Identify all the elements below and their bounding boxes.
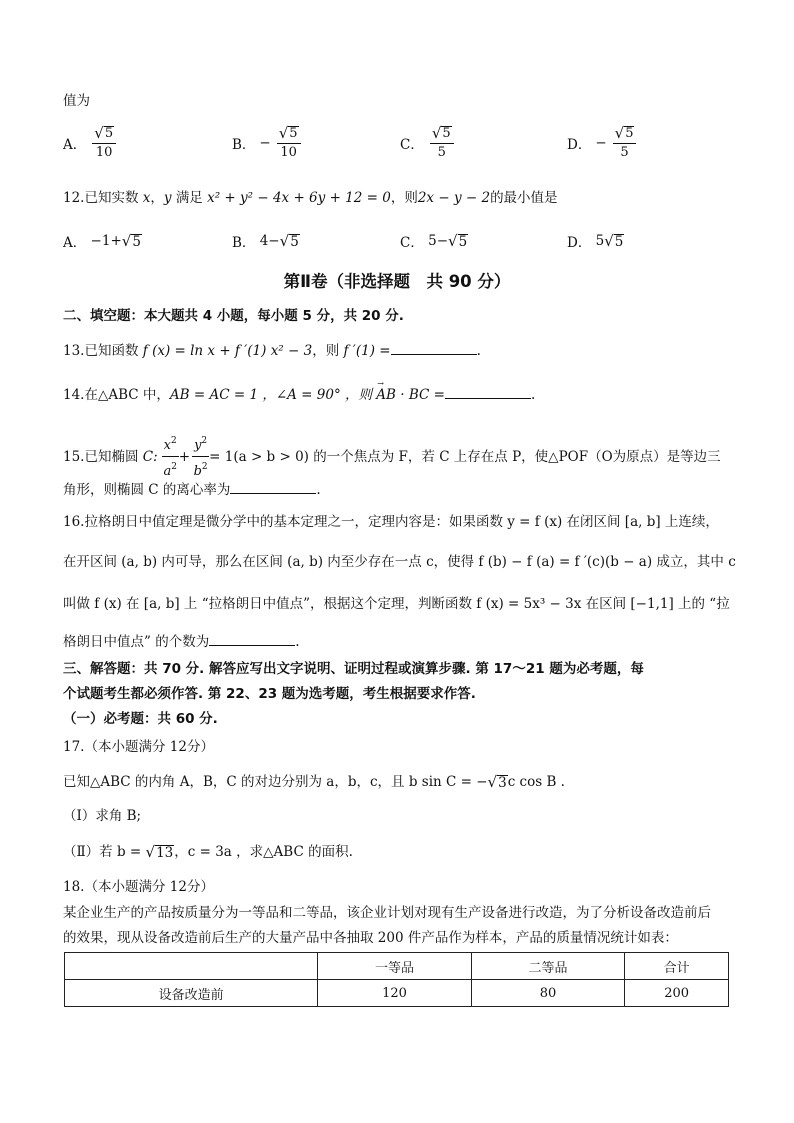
fraction: √ 5 5 (430, 126, 454, 160)
q12-stem: 12.已知实数 x，y 满足 x² + y² − 4x + 6y + 12 = 0，则2x − y − 2的最小值是 (63, 190, 558, 206)
q11-option-c[interactable]: C． √ 5 5 (400, 126, 454, 160)
table-cell: 80 (471, 980, 625, 1007)
q12-option-b[interactable]: B． 4− √ 5 (232, 231, 299, 251)
table-header-cell (65, 953, 318, 980)
table-header-cell: 合计 (625, 953, 729, 980)
q15-line1: 15.已知椭圆 C: $\frac{x^2}{a^2}$ + $\frac{y^2}{b^2}$ = 1(a > b > 0) 的一个焦点为 F，若 C 上存在点 P，使△POF（O为原点）是等边三 (63, 432, 721, 481)
q11-stem-continuation: 值为 (63, 93, 90, 109)
q12-option-a[interactable]: A． −1+ √ 5 (63, 231, 141, 251)
required-heading: （一）必考题：共 60 分. (63, 711, 218, 727)
y-squared-over-b-squared: $\frac{y^2}{b^2}$ (192, 432, 209, 481)
q11-option-a[interactable] (63, 126, 116, 160)
answer-blank[interactable] (209, 631, 295, 646)
q17-part1: （Ⅰ）求角 B; (63, 808, 142, 824)
table-header-row (65, 953, 729, 980)
q18-label: 18.（本小题满分 12分） (63, 879, 214, 895)
table-header-cell: 一等品 (318, 953, 472, 980)
answer-blank[interactable] (230, 479, 316, 494)
q16-line3: 叫做 f (x) 在 [a, b] 上 “拉格朗日中值点”，根据这个定理，判断函数 f (x) = 5x³ − 3x 在区间 [−1,1] 上的 “拉 (63, 596, 730, 612)
section-title: 第Ⅱ卷（非选择题 共 90 分） (283, 272, 511, 291)
option-letter: A． (63, 137, 87, 153)
part3-heading-line1: 三、解答题：共 70 分. 解答应写出文字说明、证明过程或演算步骤. 第 17～21 题为必考题，每 (63, 661, 644, 677)
part2-heading: 二、填空题：本大题共 4 小题，每小题 5 分，共 20 分. (63, 308, 404, 324)
table-cell: 设备改造前 (65, 980, 318, 1007)
table-row (65, 980, 729, 1007)
q12-option-d[interactable]: D． 5 √ 5 (567, 231, 624, 251)
q14: 14.在△ABC 中，AB = AC = 1 ，∠A = 90° ，则 → AB · BC = . (63, 384, 535, 404)
fraction: √ 5 5 (613, 126, 637, 160)
answer-blank[interactable] (445, 384, 531, 399)
fraction: √ 5 10 (92, 126, 116, 160)
q17-part2: （Ⅱ）若 b = √ 13 ，c = 3a ，求△ABC 的面积. (63, 842, 353, 861)
q11-option-b[interactable]: B． − √ 5 10 (232, 126, 301, 160)
q18-stat-table (64, 952, 729, 1007)
q13: 13.已知函数 f (x) = ln x + f ′(1) x² − 3，则 f ′(1) = . (63, 340, 481, 360)
q15-line2: 角形，则椭圆 C 的离心率为 . (63, 479, 321, 499)
q11-option-d[interactable]: D． − √ 5 5 (567, 126, 636, 160)
table-header-cell: 二等品 (471, 953, 625, 980)
q17-stem: 已知△ABC 的内角 A，B，C 的对边分别为 a，b，c，且 b sin C = − √ 3 c cos B . (63, 772, 565, 791)
table-cell: 120 (318, 980, 472, 1007)
q16-line1: 16.拉格朗日中值定理是微分学中的基本定理之一，定理内容是：如果函数 y = f (x) 在闭区间 [a, b] 上连续， (63, 514, 719, 530)
x-squared-over-a-squared: $\frac{x^2}{a^2}$ (162, 432, 179, 481)
table-cell: 200 (625, 980, 729, 1007)
part3-heading-line2: 个试题考生都必须作答. 第 22、23 题为选考题，考生根据要求作答. (63, 686, 476, 702)
q17-label: 17.（本小题满分 12分） (63, 739, 214, 755)
answer-blank[interactable] (391, 340, 477, 355)
q16-line4: 格朗日中值点” 的个数为 . (63, 631, 300, 651)
q18-line1: 某企业生产的产品按质量分为一等品和二等品，该企业计划对现有生产设备进行改造，为了分析设备改造前后 (63, 905, 711, 921)
q12-option-c[interactable]: C． 5− √ 5 (400, 231, 468, 251)
fraction: √ 5 10 (277, 126, 301, 160)
q16-line2: 在开区间 (a, b) 内可导，那么在区间 (a, b) 内至少存在一点 c，使得 f (b) − f (a) = f ′(c)(b − a) 成立，其中 c (63, 554, 736, 570)
q18-line2: 的效果，现从设备改造前后生产的大量产品中各抽取 200 件产品作为样本，产品的质量情况统计如表： (63, 930, 678, 946)
